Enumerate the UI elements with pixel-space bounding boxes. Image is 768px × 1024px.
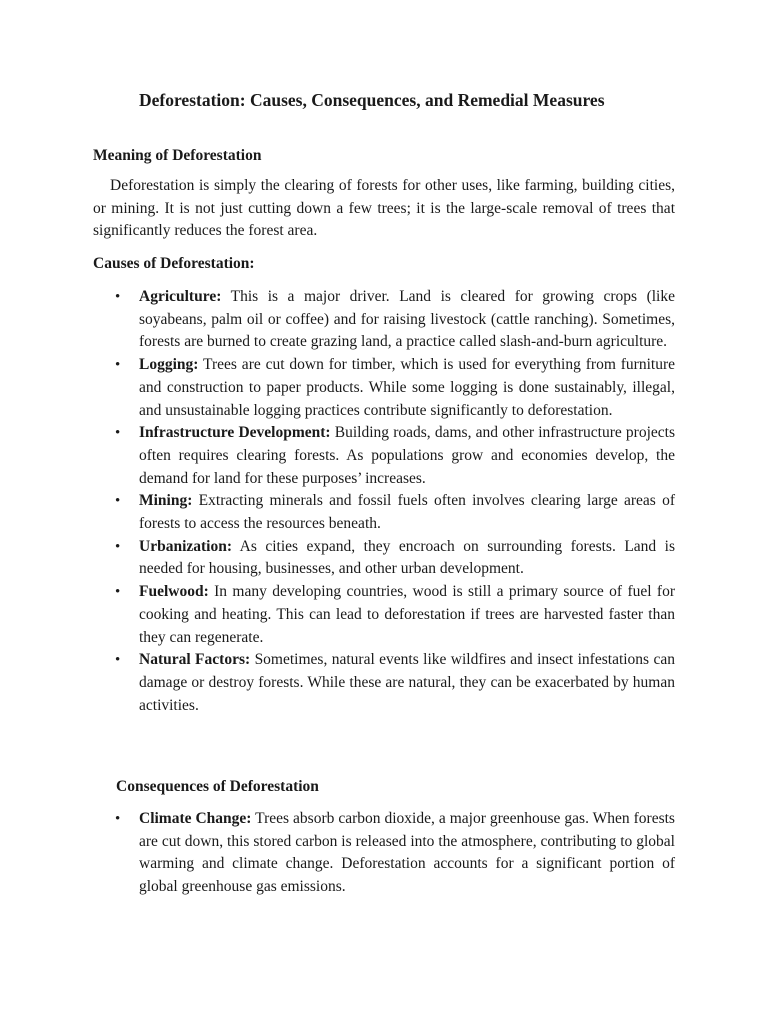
cause-text: Extracting minerals and fossil fuels often involves clearing large areas of forests to access the resources beneath. bbox=[139, 492, 675, 533]
cause-text: Building roads, dams, and other infrastructure projects often requires clearing forests. As populations grow and economies develop, the demand for land for these purposes’ increases. bbox=[139, 424, 675, 487]
cause-term: Natural Factors: bbox=[139, 651, 251, 669]
document-title: Deforestation: Causes, Consequences, and Remedial Measures bbox=[139, 90, 605, 110]
bullet-icon: • bbox=[115, 425, 121, 442]
cause-term: Agriculture: bbox=[139, 288, 222, 305]
cause-text: Trees are cut down for timber, which is used for everything from furniture and construction to paper products. While some logging is done sustainably, illegal, and unsustainable logging practices contribute significantly to deforestation. bbox=[139, 356, 675, 419]
cause-term: Mining: bbox=[139, 492, 193, 510]
list-item-logging bbox=[115, 354, 675, 422]
list-item-fuelwood bbox=[115, 581, 675, 649]
bullet-icon: • bbox=[115, 652, 121, 669]
bullet-icon: • bbox=[115, 493, 121, 510]
consequences-heading: Consequences of Deforestation bbox=[116, 778, 319, 795]
bullet-icon: • bbox=[115, 538, 121, 555]
list-item-mining bbox=[115, 490, 675, 535]
bullet-icon: • bbox=[115, 584, 121, 601]
bullet-icon: • bbox=[115, 289, 121, 305]
list-item-natural-factors bbox=[115, 649, 675, 717]
list-item-infrastructure bbox=[115, 422, 675, 490]
consequence-text: Trees absorb carbon dioxide, a major greenhouse gas. When forests are cut down, this stored carbon is released into the atmosphere, contributing to global warming and climate change. Deforestation accounts for a significant portion of global greenhouse gas emissions. bbox=[139, 810, 675, 896]
causes-list bbox=[115, 286, 675, 717]
bullet-icon: • bbox=[115, 811, 121, 827]
meaning-paragraph: Deforestation is simply the clearing of forests for other uses, like farming, building cities, or mining. It is not just cutting down a few trees; it is the large-scale removal of trees that significantly reduces the forest area. bbox=[93, 177, 675, 240]
cause-term: Urbanization: bbox=[139, 537, 232, 555]
bullet-icon: • bbox=[115, 357, 121, 374]
cause-text: In many developing countries, wood is still a primary source of fuel for cooking and heating. This can lead to deforestation if trees are harvested faster than they can regenerate. bbox=[139, 583, 675, 646]
consequences-list bbox=[115, 808, 675, 899]
cause-text: Sometimes, natural events like wildfires and insect infestations can damage or destroy forests. While these are natural, they can be exacerbated by human activities. bbox=[139, 651, 675, 714]
list-item-urbanization bbox=[115, 536, 675, 581]
causes-heading: Causes of Deforestation: bbox=[93, 255, 255, 272]
consequence-term: Climate Change: bbox=[139, 810, 252, 827]
list-item-climate-change bbox=[115, 808, 675, 899]
cause-text: This is a major driver. Land is cleared for growing crops (like soyabeans, palm oil or coffee) and for raising livestock (cattle ranching). Sometimes, forests are burned to create grazing land, a practice called slash-and-burn agriculture. bbox=[139, 288, 675, 351]
cause-term: Logging: bbox=[139, 356, 199, 374]
cause-term: Infrastructure Development: bbox=[139, 424, 331, 442]
list-item-agriculture bbox=[115, 286, 675, 354]
cause-text: As cities expand, they encroach on surrounding forests. Land is needed for housing, businesses, and other urban development. bbox=[139, 537, 675, 578]
meaning-heading: Meaning of Deforestation bbox=[93, 147, 262, 164]
cause-term: Fuelwood: bbox=[139, 583, 209, 601]
